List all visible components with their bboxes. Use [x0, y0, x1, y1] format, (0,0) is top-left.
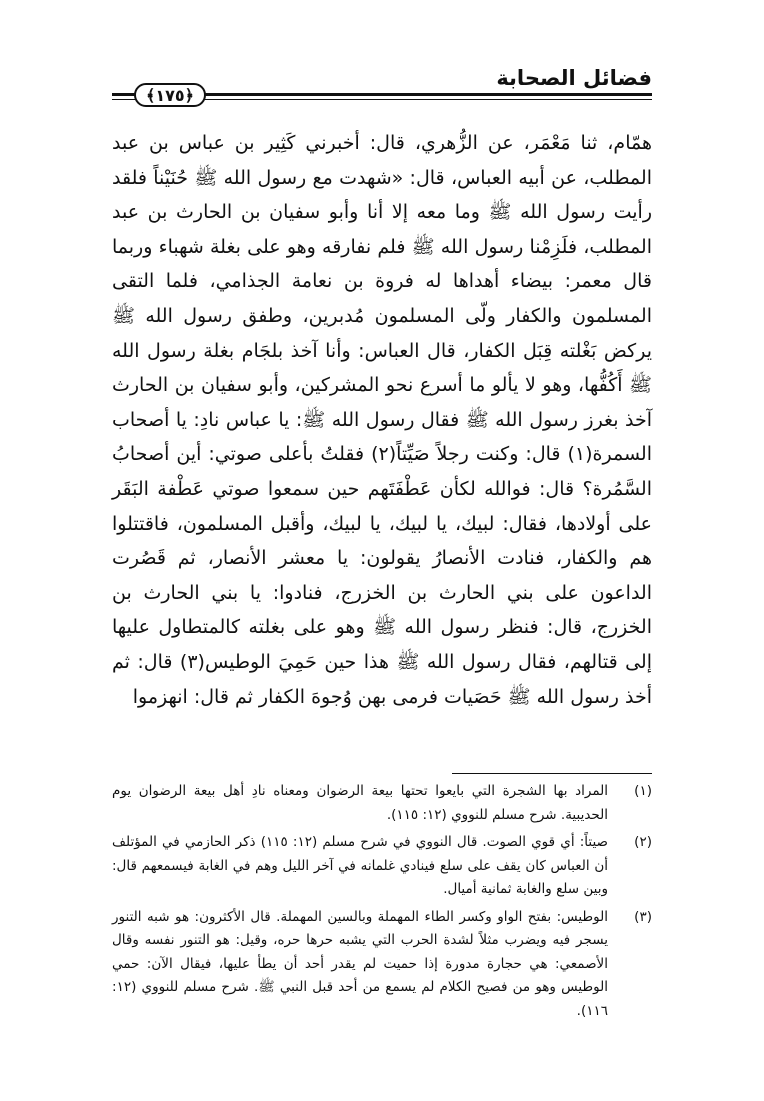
footnote-item	[112, 780, 652, 827]
footnote-number: (٢)	[634, 834, 652, 850]
footnote-separator	[452, 773, 652, 774]
footnote-text: صيتاً: أي قوي الصوت. قال النووي في شرح مسلم (١٢: ١١٥) ذكر الحازمي في المؤتلف أن العباس كان يقف على سلع فينادي غلمانه في آخر الليل وهم في الغابة فيسمعهم قال: وبين سلع والغابة ثمانية أميال.	[112, 834, 608, 897]
page-number: ﴿١٧٥﴾	[134, 83, 206, 107]
main-paragraph: همّام، ثنا مَعْمَر، عن الزُّهري، قال: أخبرني كَثِير بن عباس بن عبد المطلب، عن أبيه العباس، قال: «شهدت مع رسول الله ﷺ حُنَيْناً فلقد رأيت رسول الله ﷺ وما معه إلا أنا وأبو سفيان بن الحارث بن عبد المطلب، فلَزِمْنا رسول الله ﷺ فلم نفارقه وهو على بغلة شهباء وربما قال معمر: بيضاء أهداها له فروة بن نعامة الجذامي، فلما التقى المسلمون والكفار ولّى المسلمون مُدبرين، وطفق رسول الله ﷺ يركض بَغْلته قِبَل الكفار، قال العباس: وأنا آخذ بلجَام بغلة رسول الله ﷺ أَكُفُّها، وهو لا يألو ما أسرع نحو المشركين، وأبو سفيان بن الحارث آخذ بغرز رسول الله ﷺ فقال رسول الله ﷺ: يا عباس نادِ: يا أصحاب السمرة(١) قال: وكنت رجلاً صَيِّتاً(٢) فقلتُ بأعلى صوتي: أين أصحابُ السَّمُرة؟ قال: فوالله لكأن عَطْفَتَهم حين سمعوا صوتي عَطْفة البَقَر على أولادها، فقال: لبيك، يا لبيك، يا لبيك، وأقبل المسلمون، فاقتتلوا هم والكفار، فنادت الأنصارُ يقولون: يا معشر الأنصار، ثم قَصُرت الداعون على بني الحارث بن الخزرج، فنادوا: يا بني الحارث بن الخزرج، قال: فنظر رسول الله ﷺ وهو على بغلته كالمتطاول عليها إلى قتالهم، فقال رسول الله ﷺ هذا حين حَمِيَ الوطيس(٣) قال: ثم أخذ رسول الله ﷺ حَصَيات فرمى بهن وُجوهَ الكفار ثم قال: انهزموا	[112, 132, 652, 708]
main-text	[112, 126, 652, 714]
footnote-number: (٣)	[634, 908, 652, 925]
footnote-item	[112, 831, 652, 902]
footnote-item	[112, 906, 652, 1024]
footnotes	[112, 780, 652, 1027]
book-title: فضائل الصحابة	[496, 66, 652, 90]
page-header	[112, 62, 652, 108]
footnote-text: الوطيس: بفتح الواو وكسر الطاء المهملة وبالسين المهملة. قال الأكثرون: هو شبه التنور يسجر فيه ويضرب مثلاً لشدة الحرب التي يشبه حرها حره، وقيل: هو التنور نفسه وقال الأصمعي: هي حجارة مدورة إذا حميت لم يقدر أحد أن يطأ عليها، فيقال الآن: حمي الوطيس وهو من فصيح الكلام لم يسمع من أحد قبل النبي ﷺ. شرح مسلم للنووي (١٢: ١١٦).	[112, 908, 608, 1019]
footnote-number: (١)	[634, 783, 652, 799]
footnote-text: المراد بها الشجرة التي بايعوا تحتها بيعة الرضوان ومعناه نادِ أهل بيعة الرضوان يوم الحديبية. شرح مسلم للنووي (١٢: ١١٥).	[112, 783, 608, 823]
